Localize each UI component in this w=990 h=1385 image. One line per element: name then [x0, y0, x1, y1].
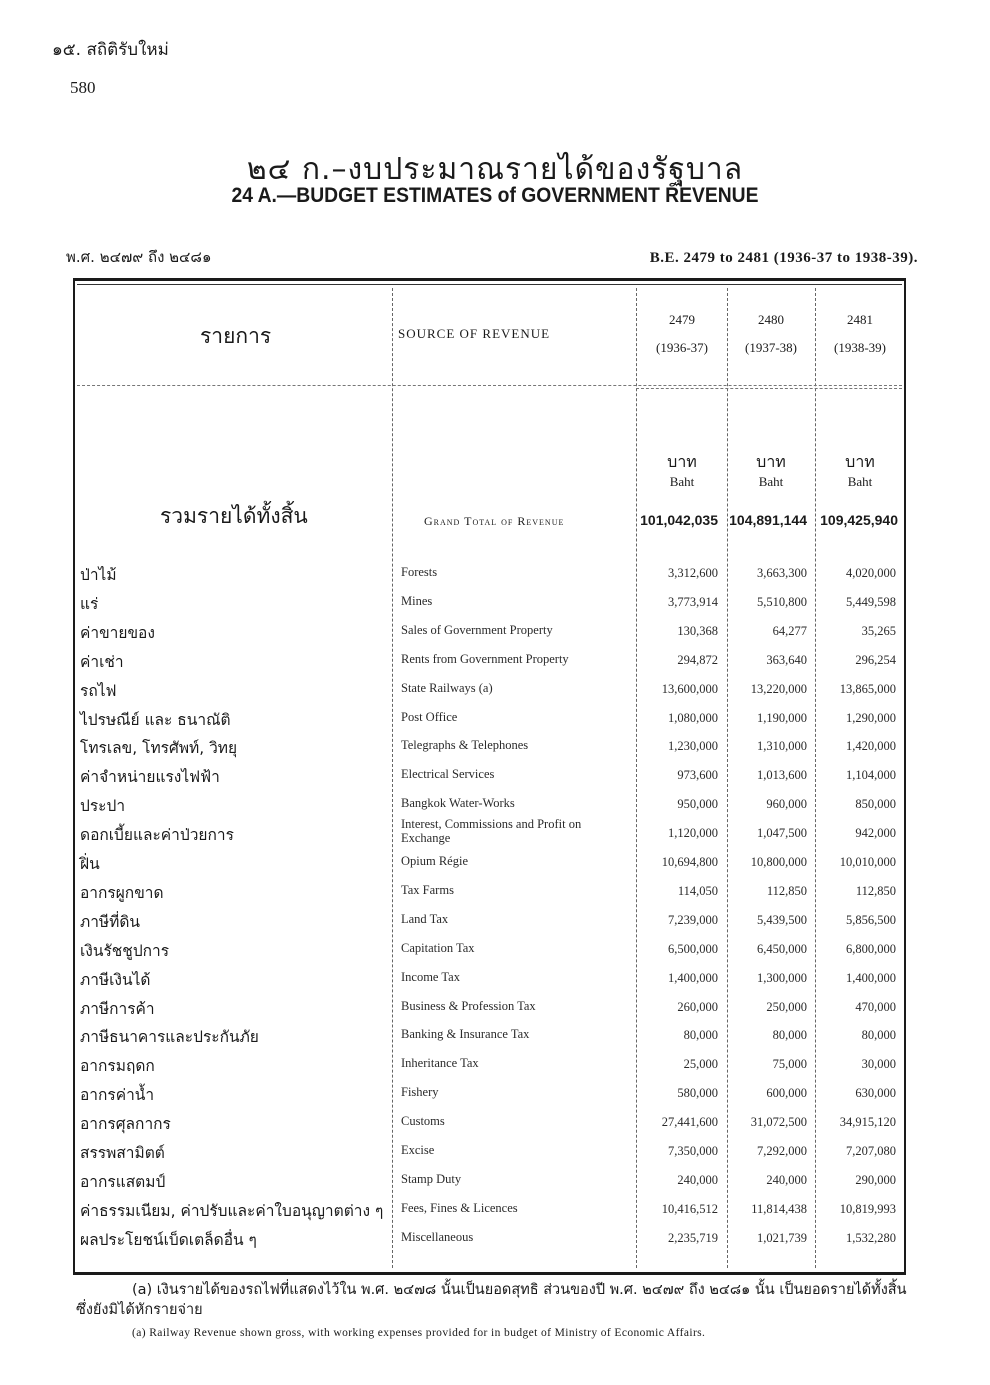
- row-label-english: State Railways (a): [401, 680, 493, 695]
- grand-total-english: Grand Total of Revenue: [424, 514, 565, 528]
- grand-total-thai: รวมรายได้ทั้งสิ้น: [160, 504, 308, 528]
- column-head-thai: รายการ: [200, 324, 272, 348]
- year-ce: (1938-39): [834, 340, 886, 355]
- row-label-english: Bangkok Water-Works: [401, 796, 515, 811]
- row-value: 11,814,438: [751, 1201, 807, 1216]
- row-label-english: Miscellaneous: [401, 1229, 474, 1244]
- header-rule: [636, 388, 902, 389]
- table-row: [0, 1198, 990, 1227]
- table-row: [0, 620, 990, 649]
- year-header-2479: [640, 306, 724, 362]
- row-value: 13,600,000: [661, 681, 718, 696]
- row-value: 600,000: [766, 1086, 807, 1101]
- row-value: 950,000: [677, 797, 718, 812]
- unit-thai: บาท: [667, 452, 697, 471]
- row-value: 7,239,000: [668, 912, 718, 927]
- row-label-thai: รถไฟ: [80, 681, 117, 700]
- year-ce: (1936-37): [656, 340, 708, 355]
- table-row: [0, 1169, 990, 1198]
- unit-label: [818, 452, 902, 492]
- row-value: 1,190,000: [757, 710, 807, 725]
- row-value: 1,310,000: [757, 739, 807, 754]
- row-value: 7,207,080: [846, 1144, 896, 1158]
- row-label-english: Post Office: [401, 709, 458, 724]
- year-be: 2480: [758, 312, 784, 327]
- row-value: 75,000: [772, 1057, 807, 1072]
- row-label-english: Sales of Government Property: [401, 622, 553, 637]
- row-value: 80,000: [861, 1028, 896, 1043]
- row-label-english: Forests: [401, 565, 438, 579]
- row-label-thai: ไปรษณีย์ และ ธนาณัติ: [80, 710, 231, 729]
- table-row: [0, 764, 990, 793]
- row-value: 6,800,000: [846, 941, 896, 956]
- row-label-thai: ค่าธรรมเนียม, ค่าปรับและค่าใบอนุญาตต่าง ๆ: [80, 1201, 384, 1220]
- table-row: [0, 1227, 990, 1256]
- row-label-thai: ค่าจำหน่ายแรงไฟฟ้า: [80, 768, 220, 787]
- row-label-thai: อากรแสตมป์: [80, 1172, 166, 1191]
- table-row: [0, 817, 990, 851]
- row-value: 3,663,300: [757, 566, 807, 580]
- row-value: 1,420,000: [846, 739, 896, 754]
- row-value: 2,235,719: [668, 1230, 718, 1245]
- unit-label: [640, 452, 724, 492]
- year-ce: (1937-38): [745, 340, 797, 355]
- table-inner-rule: [77, 284, 902, 285]
- column-head-english: SOURCE OF REVENUE: [398, 326, 551, 341]
- footnote-thai: (a) เงินรายได้ของรถไฟที่แสดงไว้ใน พ.ศ. ๒๔๗๘ นั้นเป็นยอดสุทธิ ส่วนของปี พ.ศ. ๒๔๗๙ ถึง ๒๔๘๑ นั้น เป็นยอดรายได้ทั้งสิ้นซึ่งยังมิได้หักรายจ่าย: [76, 1282, 907, 1318]
- row-label-thai: ภาษีที่ดิน: [80, 912, 141, 931]
- row-value: 630,000: [855, 1086, 896, 1101]
- row-value: 250,000: [766, 999, 807, 1014]
- table-row: [0, 996, 990, 1025]
- row-value: 10,416,512: [661, 1201, 718, 1216]
- row-label-english: Interest, Commissions and Profit on Exchange: [401, 817, 582, 846]
- row-value: 973,600: [677, 768, 718, 783]
- row-value: 296,254: [855, 652, 896, 667]
- row-value: 13,220,000: [750, 681, 807, 696]
- year-header-2480: [729, 306, 813, 362]
- row-label-english: Tax Farms: [401, 882, 454, 897]
- row-value: 10,694,800: [661, 855, 718, 869]
- row-label-thai: อากรศุลกากร: [80, 1115, 171, 1134]
- row-label-english: Land Tax: [401, 911, 449, 926]
- row-value: 7,350,000: [668, 1144, 718, 1158]
- row-label-english: Mines: [401, 593, 433, 608]
- row-value: 1,400,000: [668, 970, 718, 985]
- row-value: 1,013,600: [757, 768, 807, 783]
- grand-total-2481: 109,425,940: [820, 512, 898, 528]
- row-value: 5,449,598: [846, 594, 896, 609]
- row-label-thai: เงินรัชชูปการ: [80, 941, 170, 960]
- row-value: 10,800,000: [750, 855, 807, 869]
- row-value: 1,080,000: [668, 710, 718, 725]
- year-header-2481: [818, 306, 902, 362]
- row-label-thai: ภาษีเงินได้: [80, 970, 151, 989]
- row-label-thai: ดอกเบี้ยและค่าป่วยการ: [80, 826, 234, 845]
- row-value: 7,292,000: [757, 1144, 807, 1158]
- row-label-english: Banking & Insurance Tax: [401, 1027, 530, 1042]
- row-value: 30,000: [861, 1057, 896, 1072]
- row-value: 112,850: [766, 883, 807, 898]
- row-label-thai: อากรมฤดก: [80, 1057, 155, 1076]
- period-thai: พ.ศ. ๒๔๗๙ ถึง ๒๔๘๑: [66, 248, 212, 266]
- table-row: [0, 1082, 990, 1111]
- year-be: 2481: [847, 312, 873, 327]
- row-label-english: Fishery: [401, 1085, 439, 1100]
- row-value: 27,441,600: [661, 1115, 718, 1130]
- row-value: 31,072,500: [750, 1115, 807, 1130]
- row-value: 1,532,280: [846, 1230, 896, 1245]
- row-value: 114,050: [677, 883, 718, 898]
- table-row: [0, 1024, 990, 1053]
- unit-english: Baht: [669, 474, 695, 489]
- row-label-thai: อากรผูกขาด: [80, 883, 164, 902]
- unit-english: Baht: [758, 474, 784, 489]
- row-label-thai: ภาษีการค้า: [80, 999, 155, 1018]
- row-label-thai: ป่าไม้: [80, 566, 117, 584]
- row-value: 4,020,000: [846, 566, 896, 580]
- row-value: 580,000: [677, 1086, 718, 1101]
- row-value: 5,439,500: [757, 912, 807, 927]
- row-value: 10,819,993: [839, 1201, 896, 1216]
- grand-total-2480: 104,891,144: [729, 512, 807, 528]
- unit-thai: บาท: [845, 452, 875, 471]
- row-label-thai: แร่: [80, 594, 99, 613]
- table-row: [0, 562, 990, 591]
- row-value: 1,290,000: [846, 710, 896, 725]
- row-value: 470,000: [855, 999, 896, 1014]
- row-value: 130,368: [677, 623, 718, 638]
- table-row: [0, 735, 990, 764]
- table-row: [0, 1111, 990, 1140]
- table-row: [0, 1053, 990, 1082]
- row-value: 1,300,000: [757, 970, 807, 985]
- row-label-english: Business & Profession Tax: [401, 998, 536, 1013]
- row-label-thai: ภาษีธนาคารและประกันภัย: [80, 1028, 259, 1047]
- row-value: 260,000: [677, 999, 718, 1014]
- footnote-english: (a) Railway Revenue shown gross, with working expenses provided for in budget of Ministry of Economic Affairs.: [132, 1327, 706, 1339]
- table-row: [0, 591, 990, 620]
- row-value: 1,021,739: [757, 1230, 807, 1245]
- row-value: 1,047,500: [757, 826, 807, 841]
- grand-total-2479: 101,042,035: [640, 512, 718, 528]
- row-label-english: Opium Régie: [401, 854, 469, 868]
- unit-thai: บาท: [756, 452, 786, 471]
- row-value: 240,000: [766, 1172, 807, 1187]
- row-value: 942,000: [855, 826, 896, 841]
- row-value: 3,773,914: [668, 594, 718, 609]
- table-row: [0, 649, 990, 678]
- table-row: [0, 707, 990, 736]
- row-value: 1,400,000: [846, 970, 896, 985]
- row-label-english: Income Tax: [401, 969, 460, 984]
- row-label-thai: ฝิ่น: [80, 855, 100, 873]
- table-title-english: 24 A.—BUDGET ESTIMATES of GOVERNMENT REVENUE: [231, 184, 759, 207]
- row-value: 5,856,500: [846, 912, 896, 927]
- table-title-thai: ๒๔ ก.–งบประมาณรายได้ของรัฐบาล: [246, 152, 744, 187]
- unit-label: [729, 452, 813, 492]
- row-label-english: Stamp Duty: [401, 1171, 462, 1186]
- row-label-english: Telegraphs & Telephones: [401, 738, 529, 753]
- page-number: 580: [70, 78, 96, 97]
- table-row: [0, 1140, 990, 1169]
- row-label-thai: ผลประโยชน์เบ็ดเตล็ดอื่น ๆ: [80, 1230, 257, 1249]
- row-label-english: Rents from Government Property: [401, 651, 569, 666]
- unit-english: Baht: [847, 474, 873, 489]
- row-value: 6,500,000: [668, 941, 718, 956]
- row-value: 10,010,000: [839, 855, 896, 869]
- section-header: ๑๕. สถิติรับใหม่: [52, 40, 169, 60]
- row-value: 1,104,000: [846, 768, 896, 783]
- row-value: 6,450,000: [757, 941, 807, 956]
- row-label-english: Customs: [401, 1114, 445, 1129]
- row-value: 112,850: [855, 883, 896, 898]
- row-value: 5,510,800: [757, 594, 807, 609]
- table-row: [0, 880, 990, 909]
- row-label-thai: ประปา: [80, 797, 126, 816]
- table-row: [0, 938, 990, 967]
- row-value: 25,000: [683, 1057, 718, 1072]
- row-value: 64,277: [772, 623, 807, 638]
- row-label-thai: อากรค่าน้ำ: [80, 1086, 155, 1105]
- period-english: B.E. 2479 to 2481 (1936-37 to 1938-39).: [649, 250, 918, 266]
- row-value: 3,312,600: [668, 566, 718, 580]
- row-value: 294,872: [677, 652, 718, 667]
- header-rule: [77, 385, 902, 386]
- row-label-thai: ค่าขายของ: [80, 623, 155, 642]
- table-row: [0, 967, 990, 996]
- row-value: 960,000: [766, 797, 807, 812]
- row-label-english: Inheritance Tax: [401, 1056, 479, 1071]
- row-label-thai: สรรพสามิตต์: [80, 1144, 165, 1162]
- row-value: 290,000: [855, 1172, 896, 1187]
- row-value: 80,000: [772, 1028, 807, 1043]
- row-value: 35,265: [861, 623, 896, 638]
- row-value: 80,000: [683, 1028, 718, 1043]
- table-row: [0, 909, 990, 938]
- row-value: 34,915,120: [839, 1115, 896, 1130]
- row-value: 13,865,000: [839, 681, 896, 696]
- row-label-thai: ค่าเช่า: [80, 652, 124, 671]
- row-value: 363,640: [766, 652, 807, 667]
- row-value: 850,000: [855, 797, 896, 812]
- row-label-english: Capitation Tax: [401, 940, 475, 955]
- table-row: [0, 851, 990, 880]
- row-label-thai: โทรเลข, โทรศัพท์, วิทยุ: [80, 739, 238, 758]
- table-row: [0, 678, 990, 707]
- row-label-english: Excise: [401, 1143, 435, 1157]
- row-value: 1,120,000: [668, 826, 718, 841]
- row-label-english: Electrical Services: [401, 767, 495, 782]
- row-label-english: Fees, Fines & Licences: [401, 1200, 518, 1215]
- row-value: 240,000: [677, 1172, 718, 1187]
- year-be: 2479: [669, 312, 695, 327]
- row-value: 1,230,000: [668, 739, 718, 754]
